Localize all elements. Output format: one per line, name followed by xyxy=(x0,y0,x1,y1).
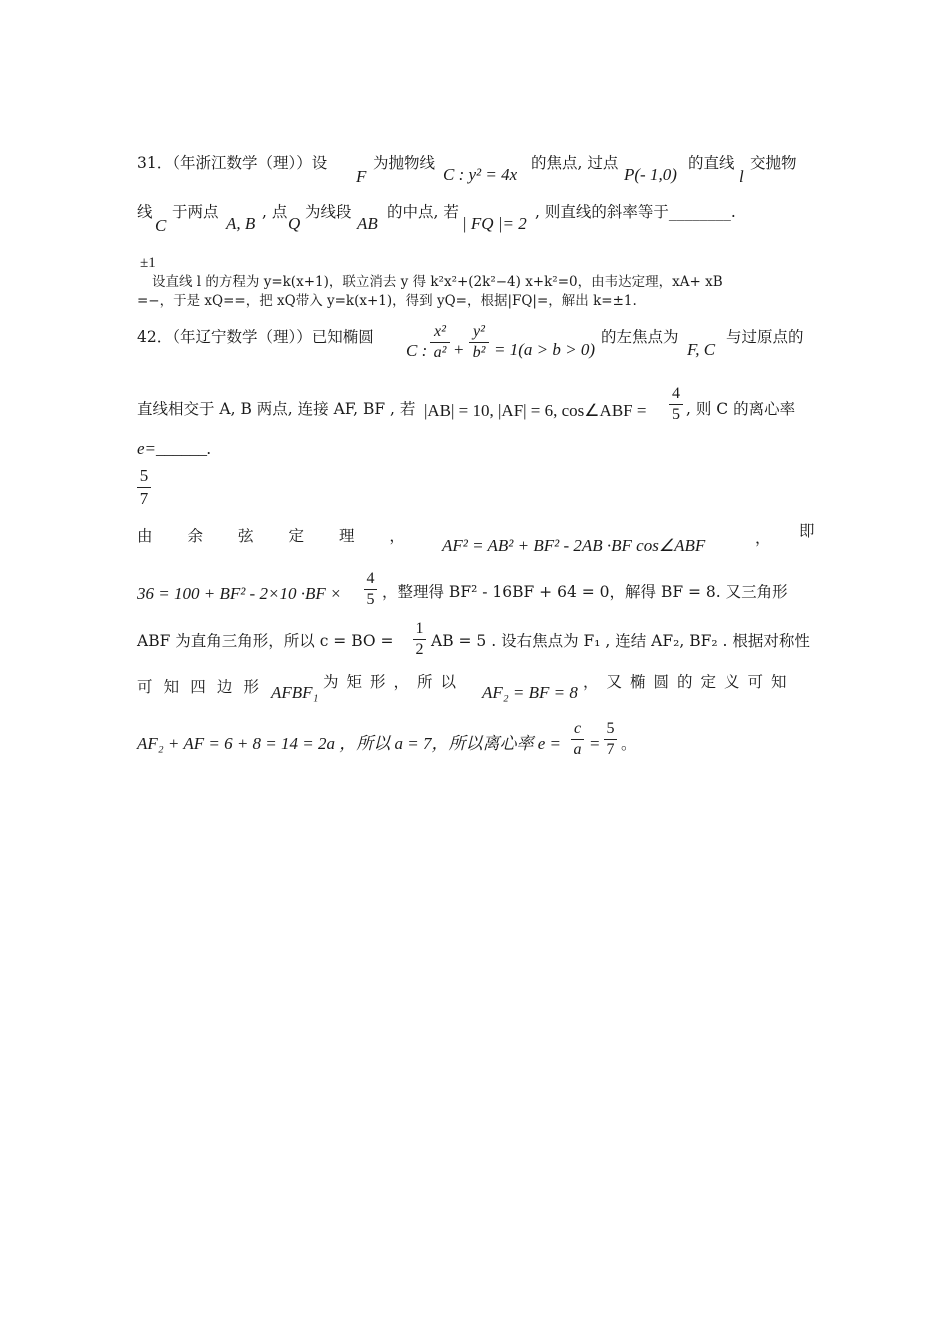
q42-sol-line1-words xyxy=(137,524,405,546)
q42-text-ji: 即 xyxy=(799,522,815,540)
q42-blank-e: e=______. xyxy=(137,439,212,458)
q31-text-segment: 为线段 xyxy=(305,203,352,221)
q42-AF2-eq: AF₂ = BF = 8 xyxy=(482,683,578,702)
q42-stem-text: 42．（年辽宁数学（理））已知椭圆 xyxy=(137,328,374,346)
sol-word: 理 xyxy=(338,527,355,545)
q42-quadrilateral: AFBF₁ xyxy=(271,683,319,702)
q42-text-eccentricity: , 则 C 的离心率 xyxy=(686,400,796,418)
sol-word: 弦 xyxy=(237,527,254,545)
q42-comma: ， xyxy=(755,529,771,547)
q42-sol-line4-words xyxy=(137,675,259,697)
q31-line-l: l xyxy=(739,167,744,186)
q42-fraction-1-2 xyxy=(413,620,426,659)
q42-fraction-x2-a2 xyxy=(430,323,450,362)
fraction-bar xyxy=(604,739,617,740)
q42-final-eq: AF₂ + AF = 6 + 8 = 14 = 2a ，所以 a = 7，所以离心率 e = xyxy=(137,734,561,753)
fraction-bar xyxy=(137,487,151,488)
q31-stem-text: 31．（年浙江数学（理））设 xyxy=(137,154,328,172)
fraction-numerator: 1 xyxy=(415,620,424,637)
q42-ellipse-condition: = 1(a > b > 0) xyxy=(494,340,595,359)
q31-text-line: 的直线 xyxy=(688,154,735,172)
fraction-bar xyxy=(430,342,450,343)
q42-plus: + xyxy=(454,340,464,359)
q42-fraction-4-5 xyxy=(669,385,683,424)
q42-text-origin: 与过原点的 xyxy=(726,328,804,346)
q31-curve-C: C xyxy=(155,216,167,235)
q42-period: 。 xyxy=(621,735,637,753)
fraction-numerator: 4 xyxy=(366,570,375,587)
q42-ellipse-def-text: ，又椭圆的定义可知 xyxy=(583,673,795,691)
sol-word: 余 xyxy=(187,527,203,545)
q42-rectangle-text: 为矩形，所以 xyxy=(323,673,465,691)
q31-parabola-equation: C : y² = 4x xyxy=(443,165,518,184)
q42-denominator-a2: a² xyxy=(433,344,447,361)
q31-text-twopoints: 于两点 xyxy=(172,203,219,221)
q31-text-point: , 点 xyxy=(262,203,288,221)
q42-right-triangle-text: ABF 为直角三角形，所以 c = BO = xyxy=(137,632,394,650)
sol-word: 知 xyxy=(163,678,180,696)
q42-symmetry-text: AB = 5 . 设右焦点为 F₁ , 连结 AF₂, BF₂ . 根据对称性 xyxy=(431,632,810,650)
answer-denominator: 7 xyxy=(139,489,149,508)
sol-word: 边 xyxy=(216,678,233,696)
fraction-denominator: 5 xyxy=(672,406,680,423)
q42-numerator-x2: x² xyxy=(434,323,446,340)
q31-line1 xyxy=(137,156,327,172)
q31-focus-F: F xyxy=(356,167,367,186)
q42-equals: = xyxy=(590,734,600,753)
q31-answer: ±1 xyxy=(140,255,156,271)
fraction-bar xyxy=(413,639,426,640)
sol-word: 可 xyxy=(137,678,153,696)
q31-point-P: P(- 1,0) xyxy=(624,165,677,184)
fraction-denominator: a xyxy=(573,741,582,758)
fraction-numerator: 5 xyxy=(606,720,615,737)
q31-points-AB: A, B xyxy=(226,214,256,233)
sol-word: 形 xyxy=(243,678,259,696)
q42-ellipse-C: C : xyxy=(406,341,428,360)
fraction-denominator: 2 xyxy=(415,641,424,658)
answer-numerator: 5 xyxy=(139,466,149,485)
fraction-bar xyxy=(669,404,683,405)
q42-numerator-y2: y² xyxy=(473,323,485,340)
q31-point-Q: Q xyxy=(288,214,301,233)
q31-condition-FQ: | FQ |= 2 xyxy=(462,214,527,233)
q42-cosine-law: AF² = AB² + BF² - 2AB ·BF cos∠ABF xyxy=(442,536,706,555)
q31-solution-line1: 设直线 l 的方程为 y=k(x+1)，联立消去 y 得 k²x²+(2k²−4) x+k²=0，由韦达定理，xA+ xB xyxy=(152,274,723,290)
fraction-bar xyxy=(571,739,584,740)
fraction-numerator: c xyxy=(573,720,582,737)
sol-word: ， xyxy=(389,527,405,545)
q42-given-conditions: |AB| = 10, |AF| = 6, cos∠ABF = xyxy=(424,401,647,420)
q42-denominator-b2: b² xyxy=(472,344,486,361)
q31-line2-start: 线 xyxy=(137,203,153,221)
fraction-denominator: 5 xyxy=(366,591,375,608)
q42-text-leftfocus: 的左焦点为 xyxy=(601,328,679,346)
q31-text-parabola: 为抛物线 xyxy=(373,154,436,172)
q31-text-through: 的焦点, 过点 xyxy=(531,154,619,172)
q42-fraction-y2-b2 xyxy=(469,323,489,362)
q42-simplify-text: ，整理得 BF² - 16BF + 64 = 0，解得 BF = 8. 又三角形 xyxy=(382,583,788,601)
q31-text-midpoint: 的中点, 若 xyxy=(387,203,459,221)
q42-answer xyxy=(137,466,151,509)
sol-word: 定 xyxy=(288,527,304,545)
q31-solution-line2: =−，于是 xQ==，把 xQ带入 y=k(x+1)，得到 yQ=，根据|FQ|=，解出 k=±1. xyxy=(137,293,637,309)
q31-text-slope-blank: , 则直线的斜率等于________. xyxy=(535,203,736,221)
sol-word: 四 xyxy=(190,678,206,696)
q42-fraction-5-7 xyxy=(604,720,617,759)
sol-word: 由 xyxy=(137,527,153,545)
q42-fraction-4-5-b xyxy=(364,570,377,609)
q42-line2-text: 直线相交于 A, B 两点, 连接 AF, BF , 若 xyxy=(137,400,416,418)
q42-fraction-c-a xyxy=(571,720,584,759)
q31-text-intersect: 交抛物 xyxy=(750,154,797,172)
fraction-bar xyxy=(469,342,489,343)
fraction-numerator: 4 xyxy=(672,385,680,402)
fraction-denominator: 7 xyxy=(606,741,615,758)
fraction-bar xyxy=(364,589,377,590)
q31-segment-AB: AB xyxy=(357,214,378,233)
q42-FC: F, C xyxy=(687,340,716,359)
q42-equation-36: 36 = 100 + BF² - 2×10 ·BF × xyxy=(137,584,342,603)
